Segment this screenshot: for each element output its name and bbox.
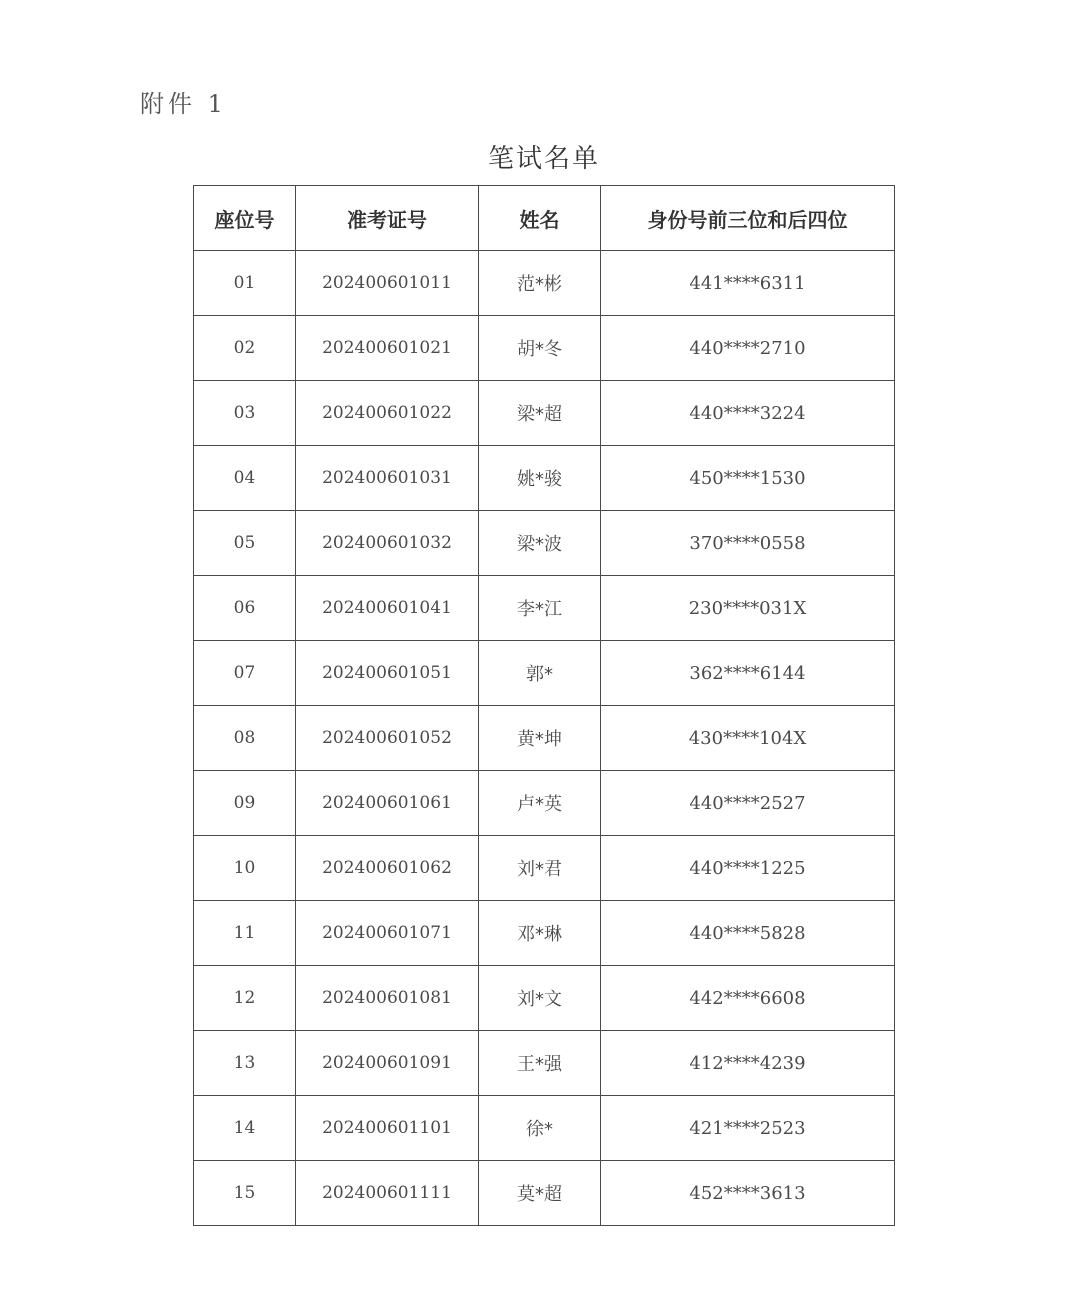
exam-number-cell: 202400601041 xyxy=(296,576,479,641)
id-cell: 362****6144 xyxy=(601,641,895,706)
table-row xyxy=(194,576,895,641)
seat-cell: 11 xyxy=(194,901,296,966)
seat-cell: 12 xyxy=(194,966,296,1031)
exam-number-cell: 202400601031 xyxy=(296,446,479,511)
seat-cell: 06 xyxy=(194,576,296,641)
column-header-exam-number: 准考证号 xyxy=(296,186,479,251)
exam-number-cell: 202400601071 xyxy=(296,901,479,966)
id-cell: 440****3224 xyxy=(601,381,895,446)
table-row xyxy=(194,316,895,381)
id-cell: 452****3613 xyxy=(601,1161,895,1226)
seat-cell: 09 xyxy=(194,771,296,836)
exam-number-cell: 202400601111 xyxy=(296,1161,479,1226)
header-row xyxy=(194,186,895,251)
id-cell: 440****5828 xyxy=(601,901,895,966)
name-cell: 郭* xyxy=(479,641,601,706)
name-cell: 梁*超 xyxy=(479,381,601,446)
exam-number-cell: 202400601052 xyxy=(296,706,479,771)
seat-cell: 02 xyxy=(194,316,296,381)
name-cell: 邓*琳 xyxy=(479,901,601,966)
seat-cell: 14 xyxy=(194,1096,296,1161)
id-cell: 440****1225 xyxy=(601,836,895,901)
seat-cell: 10 xyxy=(194,836,296,901)
seat-cell: 15 xyxy=(194,1161,296,1226)
name-cell: 黄*坤 xyxy=(479,706,601,771)
exam-number-cell: 202400601021 xyxy=(296,316,479,381)
attachment-label: 附件 1 xyxy=(140,90,227,118)
name-cell: 徐* xyxy=(479,1096,601,1161)
exam-number-cell: 202400601011 xyxy=(296,251,479,316)
id-cell: 441****6311 xyxy=(601,251,895,316)
column-header-name: 姓名 xyxy=(479,186,601,251)
table-row xyxy=(194,381,895,446)
table-row xyxy=(194,1031,895,1096)
column-header-id: 身份号前三位和后四位 xyxy=(601,186,895,251)
name-cell: 刘*文 xyxy=(479,966,601,1031)
table-row xyxy=(194,511,895,576)
id-cell: 421****2523 xyxy=(601,1096,895,1161)
id-cell: 370****0558 xyxy=(601,511,895,576)
exam-number-cell: 202400601081 xyxy=(296,966,479,1031)
seat-cell: 08 xyxy=(194,706,296,771)
name-cell: 卢*英 xyxy=(479,771,601,836)
id-cell: 442****6608 xyxy=(601,966,895,1031)
table-body xyxy=(194,251,895,1226)
name-cell: 姚*骏 xyxy=(479,446,601,511)
table-row xyxy=(194,706,895,771)
seat-cell: 04 xyxy=(194,446,296,511)
table-row xyxy=(194,1096,895,1161)
id-cell: 230****031X xyxy=(601,576,895,641)
name-cell: 胡*冬 xyxy=(479,316,601,381)
id-cell: 430****104X xyxy=(601,706,895,771)
seat-cell: 13 xyxy=(194,1031,296,1096)
id-cell: 440****2527 xyxy=(601,771,895,836)
table-row xyxy=(194,836,895,901)
exam-number-cell: 202400601101 xyxy=(296,1096,479,1161)
table-row xyxy=(194,771,895,836)
exam-number-cell: 202400601022 xyxy=(296,381,479,446)
seat-cell: 05 xyxy=(194,511,296,576)
name-cell: 李*江 xyxy=(479,576,601,641)
id-cell: 440****2710 xyxy=(601,316,895,381)
exam-number-cell: 202400601062 xyxy=(296,836,479,901)
table-row xyxy=(194,446,895,511)
table-row xyxy=(194,966,895,1031)
seat-cell: 07 xyxy=(194,641,296,706)
page-title: 笔试名单 xyxy=(487,144,600,174)
table-row xyxy=(194,901,895,966)
id-cell: 412****4239 xyxy=(601,1031,895,1096)
table-row xyxy=(194,251,895,316)
exam-number-cell: 202400601051 xyxy=(296,641,479,706)
name-cell: 范*彬 xyxy=(479,251,601,316)
seat-cell: 01 xyxy=(194,251,296,316)
name-cell: 刘*君 xyxy=(479,836,601,901)
id-cell: 450****1530 xyxy=(601,446,895,511)
table-row xyxy=(194,641,895,706)
name-cell: 梁*波 xyxy=(479,511,601,576)
table-header xyxy=(194,186,895,251)
exam-number-cell: 202400601091 xyxy=(296,1031,479,1096)
exam-number-cell: 202400601032 xyxy=(296,511,479,576)
table-row xyxy=(194,1161,895,1226)
exam-number-cell: 202400601061 xyxy=(296,771,479,836)
seat-cell: 03 xyxy=(194,381,296,446)
column-header-seat: 座位号 xyxy=(194,186,296,251)
name-cell: 莫*超 xyxy=(479,1161,601,1226)
exam-roster-table xyxy=(193,185,895,1226)
name-cell: 王*强 xyxy=(479,1031,601,1096)
